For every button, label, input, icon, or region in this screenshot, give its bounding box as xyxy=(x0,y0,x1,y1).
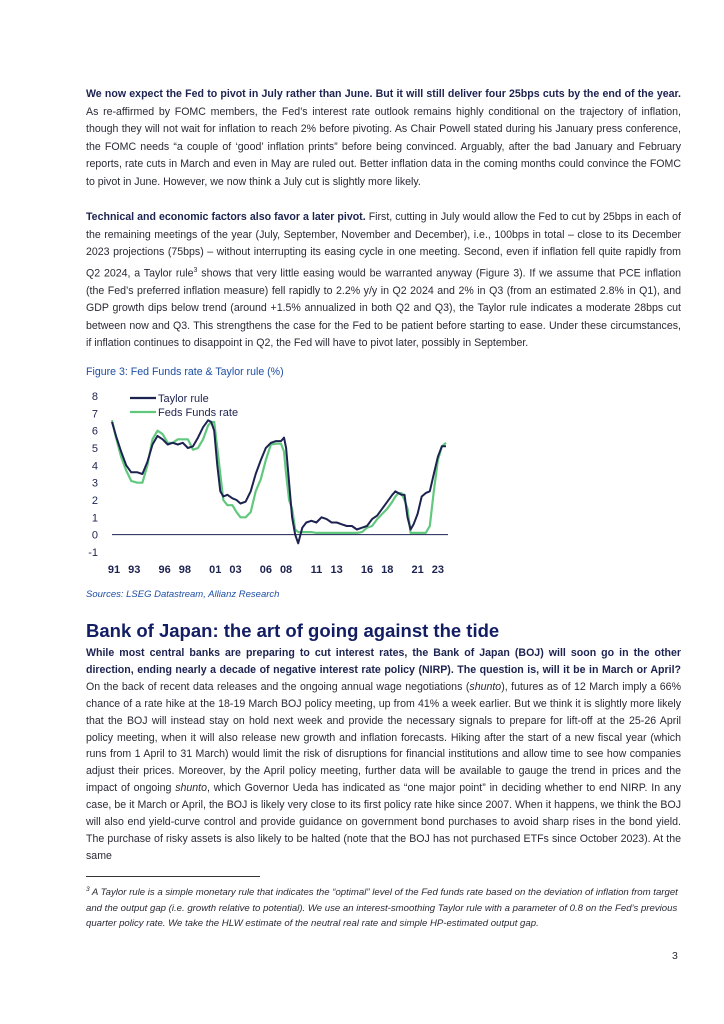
x-tick-label: 23 xyxy=(431,564,445,576)
boj-body-1: On the back of recent data releases and the ongoing annual wage negotiations ( xyxy=(86,680,470,693)
chart-legend xyxy=(130,393,238,419)
fed-paragraph xyxy=(86,86,681,191)
legend-label: Feds Funds rate xyxy=(158,407,239,419)
series-line-fed-funds-rate xyxy=(112,420,446,533)
x-tick-label: 03 xyxy=(229,564,242,576)
boj-shunto-2: shunto xyxy=(175,782,208,795)
footnote xyxy=(86,882,681,932)
fed-lead: We now expect the Fed to pivot in July rather than June. But it will still deliver four 25bps cuts by the end of the year. xyxy=(86,88,681,100)
figure-sources: Sources: LSEG Datastream, Allianz Research xyxy=(86,589,280,600)
boj-shunto-1: shunto xyxy=(469,680,502,693)
x-tick-label: 91 xyxy=(107,564,121,576)
tech-paragraph xyxy=(86,209,681,353)
tech-body-2: shows that very little easing would be warranted anyway (Figure 3). If we assume that PCE inflation (the Fed’s preferred inflation measure) fell rapidly to 2.2% y/y in Q2 2024 and 2% in Q3 (from an estimated 2.8% in Q1), and GDP growth dips below trend (around +1.5% annualized in both Q2 and Q3), the Taylor rule indicates a moderate 28bps cut between now and Q3. This strengthens the case for the Fed to be patient before starting to ease. Under these circumstances, if inflation continues to disappoint in Q2, the Fed will have to pivot later, possibly in September. xyxy=(86,267,682,350)
x-tick-label: 11 xyxy=(310,564,323,576)
y-tick-label: 7 xyxy=(91,408,98,421)
x-tick-label: 13 xyxy=(330,564,343,576)
boj-paragraph xyxy=(86,645,681,865)
x-tick-label: 93 xyxy=(128,564,141,576)
boj-body-2: ), futures as of 12 March imply a 66% chance of a rate hike at the 18-19 March BOJ policy meeting, up from 41% a week earlier. But we think it is slightly more likely that the BOJ will instead stay on hold next week and provide the necessary signals to prepare for lift-off at the 25-26 April policy meeting, when it will also release new growth and inflation forecasts. Hiking after the start of a new fiscal year (which runs from 1 April to 31 March) would limit the risk of disruptions for financial institutions and allow time to see how companies adjust their prices. Moreover, by the April policy meeting, further data will be available to gauge the trend in prices and the impact of ongoing xyxy=(86,680,681,795)
y-tick-label: 2 xyxy=(91,495,98,507)
y-tick-label: 0 xyxy=(91,529,98,542)
y-tick-label: -1 xyxy=(88,547,98,559)
x-tick-label: 98 xyxy=(178,564,191,576)
legend-label: Taylor rule xyxy=(158,393,209,405)
boj-lead: While most central banks are preparing to cut interest rates, the Bank of Japan (BOJ) will soon go in the other direction, ending nearly a decade of negative interest rate policy (NIRP). The question is, will it be in March or April? xyxy=(86,647,681,676)
page-number: 3 xyxy=(672,950,678,962)
y-tick-label: 4 xyxy=(91,460,98,473)
x-tick-label: 21 xyxy=(411,564,424,576)
footnote-ref: 3 xyxy=(193,266,198,274)
x-tick-label: 18 xyxy=(381,564,394,576)
fed-body: As re-affirmed by FOMC members, the Fed’s interest rate outlook remains highly conditional on the trajectory of inflation, though they will not wait for inflation to reach 2% before pivoting. As Chair Powell stated during his January press conference, the FOMC needs “a couple of ‘good’ inflation prints” before being convinced. Arguably, after the bad January and February reports, rate cuts in March and even in May are ruled out. Better inflation data in the coming months could convince the FOMC to pivot in June. However, we now think a July cut is slightly more likely. xyxy=(86,105,681,188)
y-tick-label: 5 xyxy=(91,443,98,455)
x-axis-ticks xyxy=(108,564,444,576)
y-tick-label: 3 xyxy=(91,477,98,490)
x-tick-label: 16 xyxy=(360,564,374,576)
y-tick-label: 1 xyxy=(91,512,98,525)
boj-body-3: , which Governor Ueda has indicated as “one major point” in deciding whether to end NIRP. In any case, be it March or April, the BOJ is likely very close to its first policy rate hike since 2007. When it happens, we think the BOJ will also end yield-curve control and provide guidance on government bond purchases to avoid sharp rises in the bond yield. The purchase of risky assets is also likely to be halted (note that the BOJ has not purchased ETFs since October 2023). At the same xyxy=(86,782,681,862)
x-tick-label: 06 xyxy=(259,564,272,576)
x-tick-label: 96 xyxy=(158,564,171,576)
series-group xyxy=(112,420,446,543)
x-tick-label: 01 xyxy=(209,564,222,576)
series-line-taylor-rule xyxy=(112,420,446,543)
figure-title: Figure 3: Fed Funds rate & Taylor rule (%) xyxy=(86,366,284,378)
boj-heading: Bank of Japan: the art of going against the tide xyxy=(86,620,500,641)
footnote-divider xyxy=(86,876,260,877)
y-tick-label: 6 xyxy=(91,425,98,438)
x-tick-label: 08 xyxy=(279,564,293,576)
footnote-text: A Taylor rule is a simple monetary rule that indicates the “optimal” level of the Fed funds rate based on the deviation of inflation from target and the output gap (i.e. growth relative to potential). We use an interest-smoothing Taylor rule with a parameter of 0.8 on the Fed’s previous quarter policy rate. We take the HLW estimate of the neutral real rate and simple HP-estimated output gap. xyxy=(86,887,678,930)
y-axis-ticks xyxy=(88,391,98,559)
tech-lead: Technical and economic factors also favor a later pivot. xyxy=(86,211,366,223)
line-chart xyxy=(84,384,464,580)
tech-body-1: First, cutting in July would allow the Fed to cut by 25bps in each of the remaining meetings of the year (July, September, November and December), i.e., 100bps in total – close to its December 2023 projections (75bps) – without interrupting its easing cycle in one meeting. Second, even if inflation fell quite rapidly from Q2 2024, a Taylor rule xyxy=(86,211,681,280)
footnote-number: 3 xyxy=(86,886,90,893)
y-tick-label: 8 xyxy=(91,391,98,403)
